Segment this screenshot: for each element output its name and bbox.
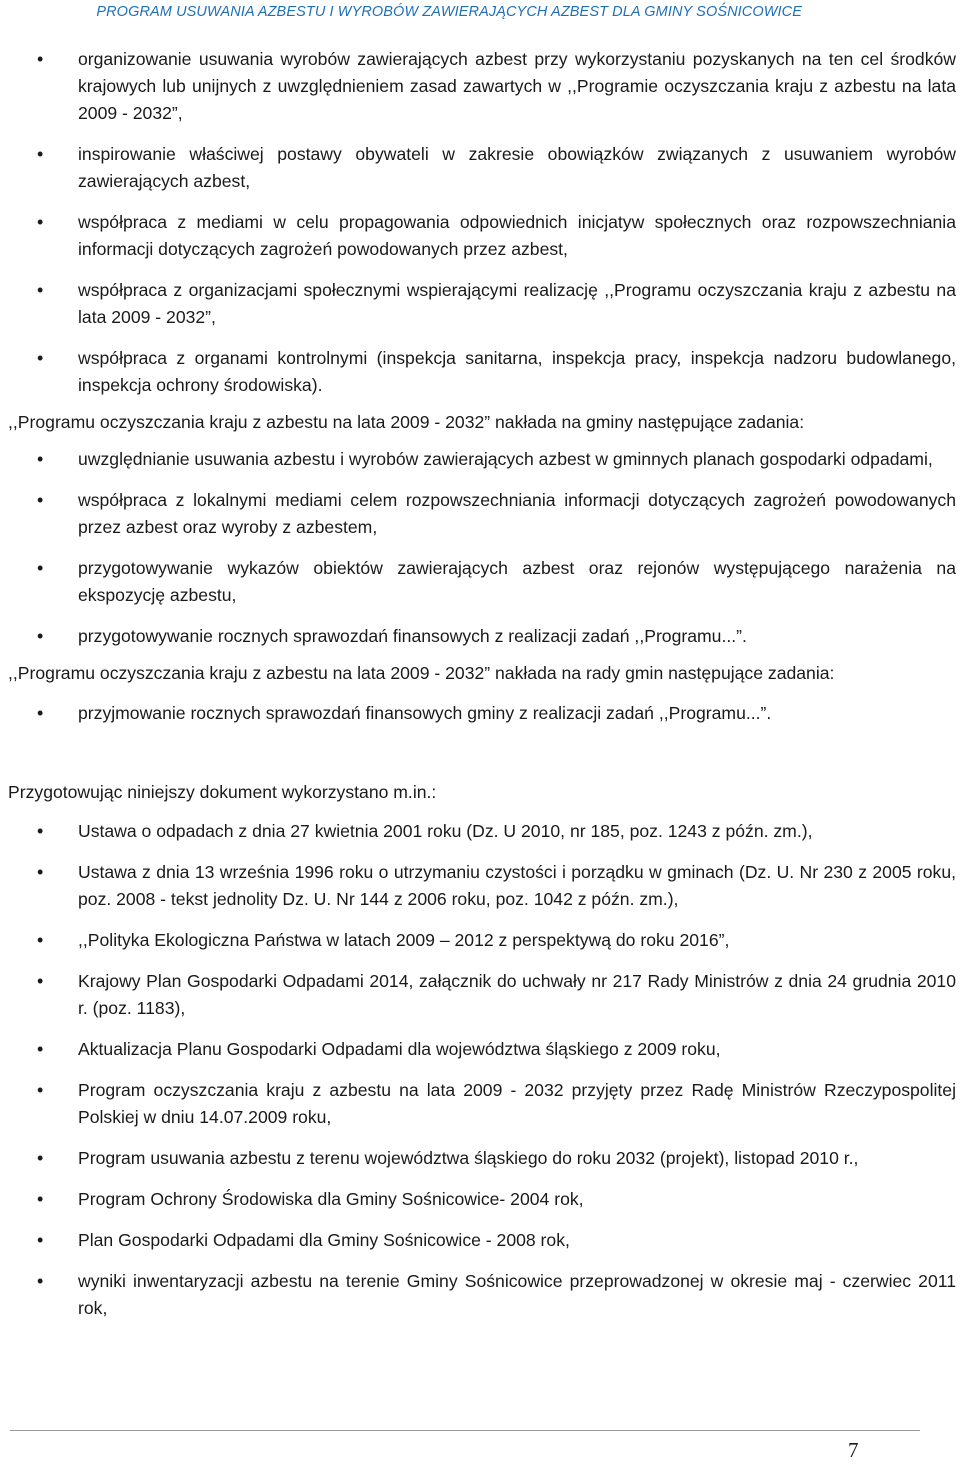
list-item: • Program oczyszczania kraju z azbestu na lata 2009 - 2032 przyjęty przez Radę Ministrów Rzeczypospolitej Polskiej w dniu 14.07.2009 roku, xyxy=(8,1077,956,1131)
gminy-tasks-intro: ,,Programu oczyszczania kraju z azbestu na lata 2009 - 2032” nakłada na gminy następujące zadania: xyxy=(8,412,805,432)
list-item: • Krajowy Plan Gospodarki Odpadami 2014, załącznik do uchwały nr 217 Rady Ministrów z dnia 24 grudnia 2010 r. (poz. 1183), xyxy=(8,968,956,1022)
list-item: • organizowanie usuwania wyrobów zawierających azbest przy wykorzystaniu pozyskanych na ten cel środków krajowych lub unijnych z uwzględnieniem zasad zawartych w ,,Programie oczyszczania kraju z azbestu na lata 2009 - 2032”, xyxy=(8,46,956,127)
list-item: • współpraca z mediami w celu propagowania odpowiednich inicjatyw społecznych oraz rozpowszechniania informacji dotyczących zagrożeń powodowanych przez azbest, xyxy=(8,209,956,263)
list-item: • Program Ochrony Środowiska dla Gminy Sośnicowice- 2004 rok, xyxy=(8,1186,956,1213)
list-item: • wyniki inwentaryzacji azbestu na terenie Gminy Sośnicowice przeprowadzonej w okresie maj - czerwiec 2011 rok, xyxy=(8,1268,956,1322)
rady-tasks-intro: ,,Programu oczyszczania kraju z azbestu na lata 2009 - 2032” nakłada na rady gmin następujące zadania: xyxy=(8,663,835,683)
list-item: • Plan Gospodarki Odpadami dla Gminy Sośnicowice - 2008 rok, xyxy=(8,1227,956,1254)
list-item: • Program usuwania azbestu z terenu województwa śląskiego do roku 2032 (projekt), listopad 2010 r., xyxy=(8,1145,956,1172)
list-item: • Ustawa z dnia 13 września 1996 roku o utrzymaniu czystości i porządku w gminach (Dz. U. Nr 230 z 2005 roku, poz. 2008 - tekst jednolity Dz. U. Nr 144 z 2006 roku, poz. 1042 z późn. zm.), xyxy=(8,859,956,913)
page-number: 7 xyxy=(848,1438,859,1462)
list-item: • przygotowywanie rocznych sprawozdań finansowych z realizacji zadań ,,Programu...”. xyxy=(8,623,956,650)
responsibilities-list xyxy=(8,46,956,399)
list-item: • uwzględnianie usuwania azbestu i wyrobów zawierających azbest w gminnych planach gospodarki odpadami, xyxy=(8,446,956,473)
footer-rule xyxy=(10,1430,920,1431)
list-item: • Ustawa o odpadach z dnia 27 kwietnia 2001 roku (Dz. U 2010, nr 185, poz. 1243 z późn. zm.), xyxy=(8,818,956,845)
list-item: • ,,Polityka Ekologiczna Państwa w latach 2009 – 2012 z perspektywą do roku 2016”, xyxy=(8,927,956,954)
gminy-tasks-list xyxy=(8,446,956,650)
spacer xyxy=(8,741,956,779)
document-body xyxy=(8,46,956,1336)
running-header: PROGRAM USUWANIA AZBESTU I WYROBÓW ZAWIERAJĄCYCH AZBEST DLA GMINY SOŚNICOWICE xyxy=(96,4,802,20)
list-item: • przyjmowanie rocznych sprawozdań finansowych gminy z realizacji zadań ,,Programu...”. xyxy=(8,700,956,727)
sources-list xyxy=(8,818,956,1322)
list-item: • Aktualizacja Planu Gospodarki Odpadami dla województwa śląskiego z 2009 roku, xyxy=(8,1036,956,1063)
list-item: • współpraca z lokalnymi mediami celem rozpowszechniania informacji dotyczących zagrożeń powodowanych przez azbest oraz wyroby z azbestem, xyxy=(8,487,956,541)
list-item: • przygotowywanie wykazów obiektów zawierających azbest oraz rejonów występującego narażenia na ekspozycję azbestu, xyxy=(8,555,956,609)
list-item: • inspirowanie właściwej postawy obywateli w zakresie obowiązków związanych z usuwaniem wyrobów zawierających azbest, xyxy=(8,141,956,195)
sources-intro: Przygotowując niniejszy dokument wykorzystano m.in.: xyxy=(8,782,437,802)
list-item: • współpraca z organizacjami społecznymi wspierającymi realizację ,,Programu oczyszczania kraju z azbestu na lata 2009 - 2032”, xyxy=(8,277,956,331)
rady-tasks-list xyxy=(8,700,956,727)
list-item: • współpraca z organami kontrolnymi (inspekcja sanitarna, inspekcja pracy, inspekcja nadzoru budowlanego, inspekcja ochrony środowiska). xyxy=(8,345,956,399)
